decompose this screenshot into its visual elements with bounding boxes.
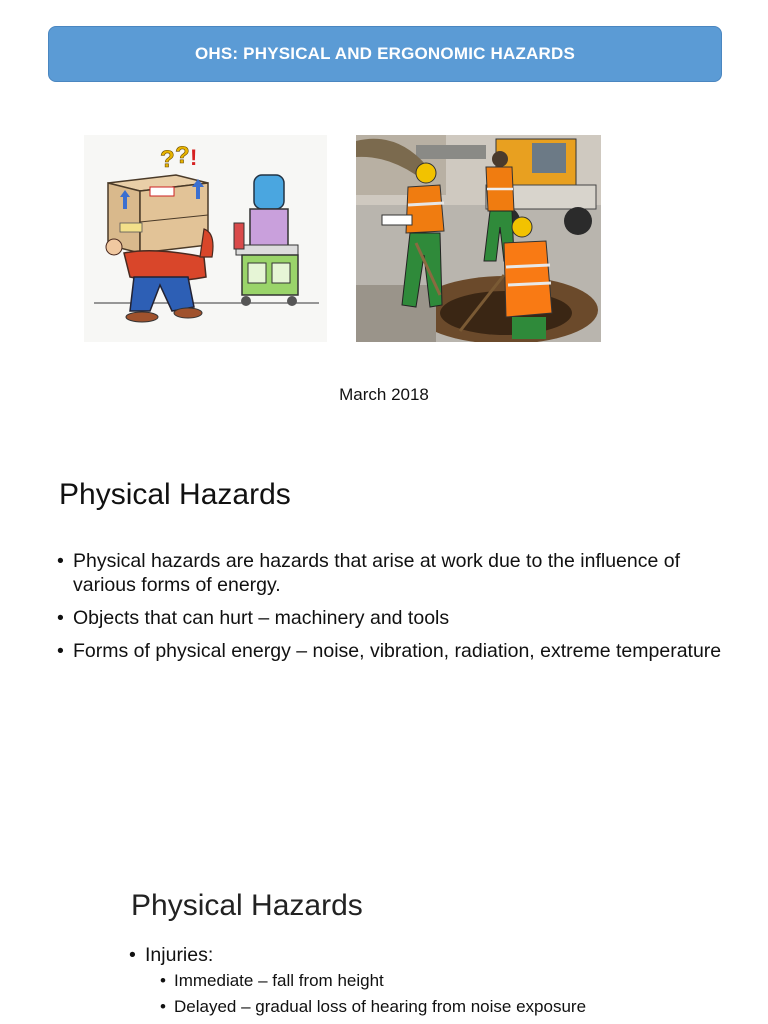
bullet-item: • Physical hazards are hazards that arise at work due to the influence of various forms of energy. bbox=[73, 549, 733, 597]
svg-text:!: ! bbox=[190, 145, 198, 170]
injuries-bullet-list bbox=[145, 943, 213, 967]
section-heading-physical-hazards: Physical Hazards bbox=[59, 478, 291, 511]
sub-bullet-item: • Delayed – gradual loss of hearing from noise exposure bbox=[174, 994, 586, 1020]
bullet-item: • Injuries: bbox=[145, 943, 213, 967]
slide-title-banner bbox=[48, 26, 722, 82]
svg-text:?: ? bbox=[175, 142, 190, 169]
bullet-item: • Objects that can hurt – machinery and tools bbox=[73, 606, 733, 630]
injuries-sub-bullet-list bbox=[174, 968, 586, 1020]
physical-hazards-bullet-list bbox=[73, 549, 733, 672]
sub-bullet-item: • Immediate – fall from height bbox=[174, 968, 586, 994]
construction-workers-image bbox=[356, 135, 601, 342]
slide-title: OHS: PHYSICAL AND ERGONOMIC HAZARDS bbox=[194, 44, 576, 63]
svg-text:?: ? bbox=[160, 146, 175, 173]
bullet-item: • Forms of physical energy – noise, vibration, radiation, extreme temperature bbox=[73, 639, 733, 663]
section-heading-physical-hazards-2: Physical Hazards bbox=[131, 889, 363, 922]
slide-date: March 2018 bbox=[339, 385, 429, 404]
cartoon-worker-image bbox=[84, 135, 327, 342]
